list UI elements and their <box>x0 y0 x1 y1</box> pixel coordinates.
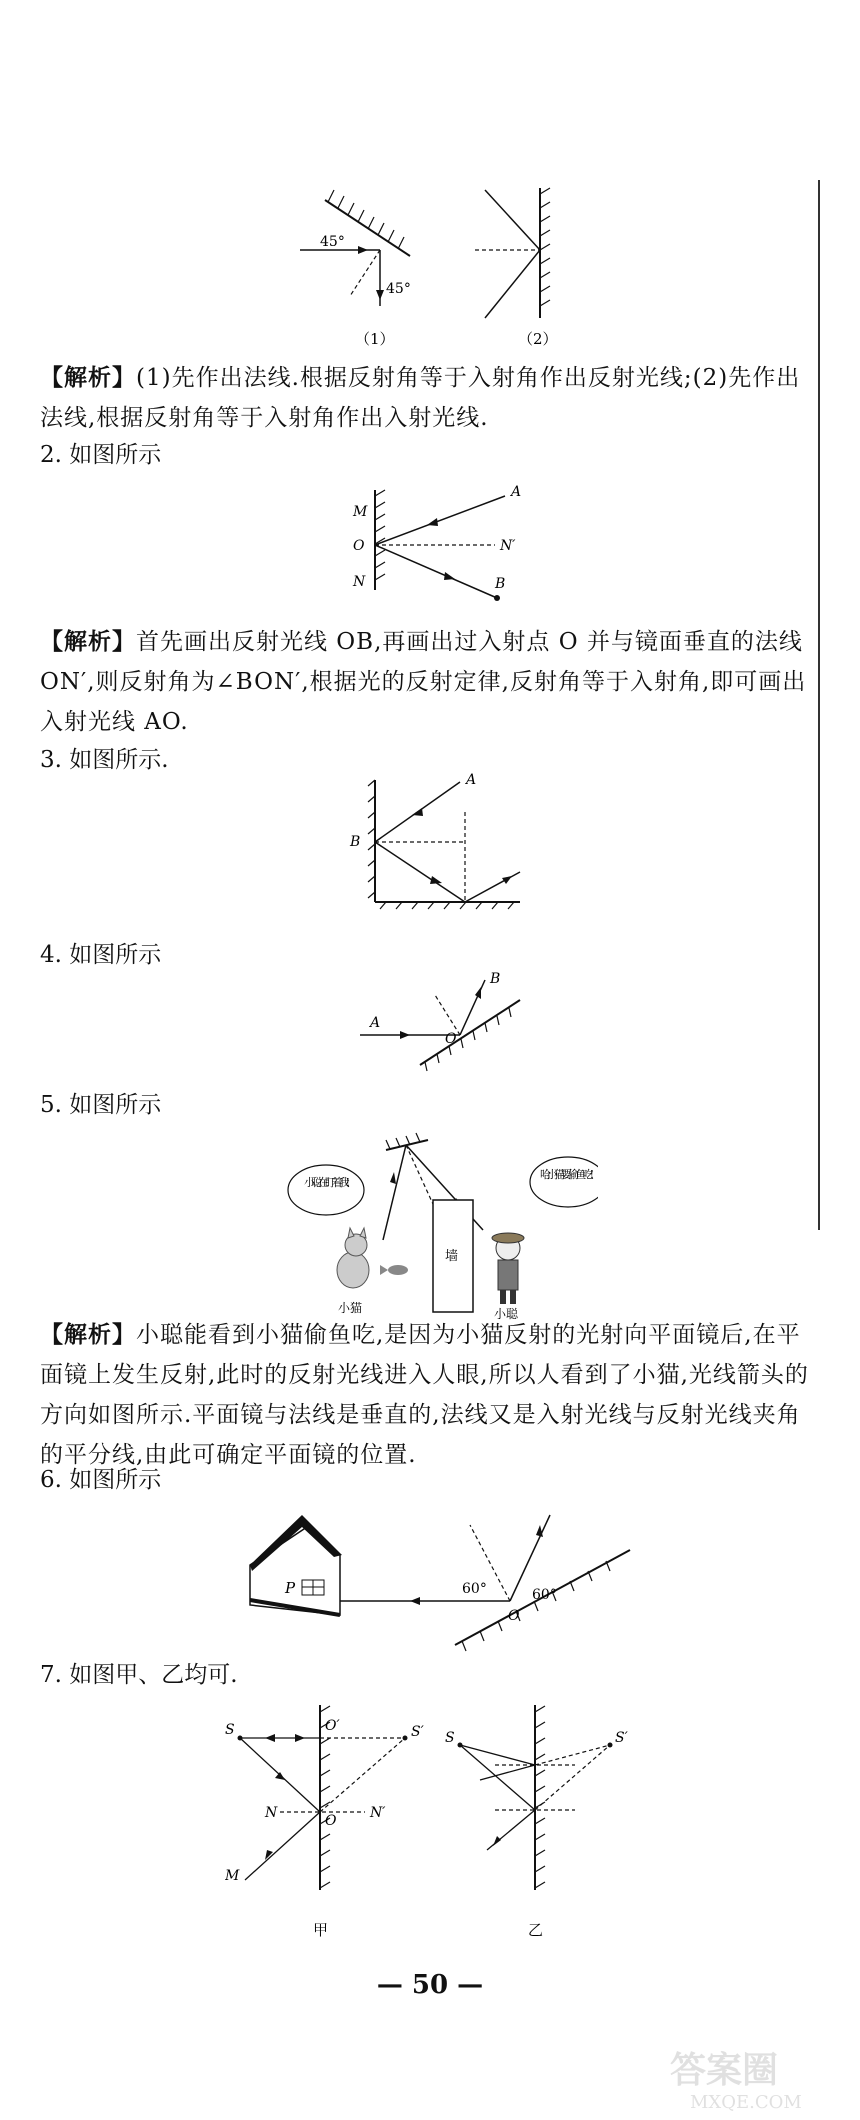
point-n: N <box>353 574 366 590</box>
analysis-1 <box>40 358 820 438</box>
analysis-tag: 【解析】 <box>40 364 136 391</box>
figure-2 <box>345 480 545 610</box>
bubble-1: 小聪在盯着我! <box>304 1176 350 1189</box>
analysis-text: 小聪能看到小猫偷鱼吃,是因为小猫反射的光射向平面镜后,在平面镜上发生反射,此时的反射光线进入人眼,所以人看到了小猫,光线箭头的方向如图所示.平面镜与法线是垂直的,法线又是入射光线与反射光线夹角的平分线,由此可确定平面镜的位置. <box>40 1322 809 1468</box>
analysis-5 <box>40 1315 820 1475</box>
point-nprime: N′ <box>500 538 516 554</box>
point-o: O <box>445 1031 457 1047</box>
caption-yi: 乙 <box>528 1921 544 1939</box>
point-o: O <box>353 538 365 554</box>
figure-1-reflection <box>290 178 600 353</box>
question-6-label: 6. 如图所示 <box>40 1467 162 1493</box>
question-3-label: 3. 如图所示. <box>40 747 169 773</box>
wall-label: 墙 <box>445 1249 459 1264</box>
point-s-yi: S <box>445 1730 455 1746</box>
point-s: S <box>225 1722 235 1738</box>
page-number: — 50 — <box>376 1970 484 2000</box>
point-b: B <box>350 834 361 850</box>
figure-7 <box>225 1700 645 1945</box>
point-a: A <box>511 484 522 500</box>
point-m: M <box>225 1868 240 1884</box>
question-4-label: 4. 如图所示 <box>40 942 162 968</box>
caption-jia: 甲 <box>313 1921 329 1939</box>
figure-5-cat-and-boy <box>278 1120 598 1320</box>
question-2-label: 2. 如图所示 <box>40 442 162 468</box>
figure-3 <box>340 772 530 922</box>
point-a: A <box>466 772 477 788</box>
svg-text:MXQE.COM: MXQE.COM <box>690 2092 802 2113</box>
cat-label: 小猫 <box>338 1301 363 1315</box>
cat-speech-bubble <box>288 1165 364 1215</box>
figure-6-house <box>240 1505 640 1655</box>
point-a: A <box>370 1015 381 1031</box>
point-sprime-yi: S′ <box>615 1730 628 1746</box>
point-oprime: O′ <box>325 1718 340 1734</box>
point-sprime: S′ <box>411 1724 424 1740</box>
caption-1: （1） <box>355 330 395 348</box>
point-b: B <box>490 971 501 987</box>
boy-speech-bubble <box>530 1157 598 1207</box>
point-p: P <box>285 1579 296 1597</box>
angle-1: 60° <box>462 1581 487 1597</box>
point-o: O <box>508 1608 520 1624</box>
svg-text:答案圈: 答案圈 <box>670 2049 779 2091</box>
figure-4 <box>345 965 535 1075</box>
angle-label-2: 45° <box>386 281 411 297</box>
angle-label-1: 45° <box>320 234 345 250</box>
analysis-text: (1)先作出法线.根据反射角等于入射角作出反射光线;(2)先作出法线,根据反射角等于入射角作出入射光线. <box>40 365 801 431</box>
point-m: M <box>353 504 368 520</box>
point-nprime: N′ <box>370 1805 386 1821</box>
analysis-text: 首先画出反射光线 OB,再画出过入射点 O 并与镜面垂直的法线 ON′,则反射角为∠BON′,根据光的反射定律,反射角等于入射角,即可画出入射光线 AO. <box>40 629 807 735</box>
fish-figure <box>388 1265 408 1275</box>
analysis-tag: 【解析】 <box>40 1321 136 1348</box>
question-5-label: 5. 如图所示 <box>40 1092 162 1118</box>
angle-2: 60° <box>532 1587 557 1603</box>
cat-figure <box>337 1252 369 1288</box>
watermark-logo <box>660 2040 840 2115</box>
boy-label: 小聪 <box>494 1307 519 1320</box>
caption-2: （2） <box>518 330 558 348</box>
question-7-label: 7. 如图甲、乙均可. <box>40 1662 238 1688</box>
analysis-2 <box>40 622 820 742</box>
point-n: N <box>265 1805 278 1821</box>
bubble-2: 哈,小猫要偷鱼吃! <box>540 1168 594 1181</box>
point-o: O <box>325 1813 337 1829</box>
analysis-tag: 【解析】 <box>40 628 136 655</box>
point-b: B <box>495 576 506 592</box>
